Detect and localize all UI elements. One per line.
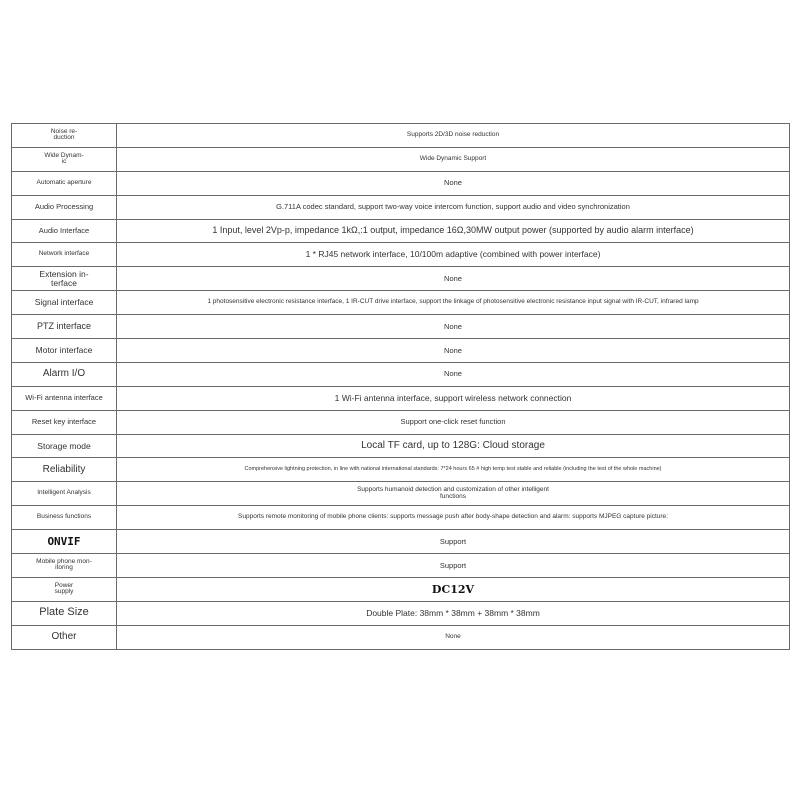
table-row — [12, 362, 790, 386]
row-label: Other — [12, 625, 117, 649]
table-row — [12, 124, 790, 148]
row-label: Wi-Fi antenna interface — [12, 386, 117, 410]
row-value: 1 Input, level 2Vp-p, impedance 1kΩ,:1 output, impedance 16Ω,30MW output power (supported by audio alarm interface) — [117, 219, 790, 243]
table-row — [12, 243, 790, 267]
table-row — [12, 530, 790, 554]
table-row — [12, 482, 790, 506]
table-row — [12, 434, 790, 458]
row-value: Supports remote monitoring of mobile phone clients: supports message push after body-shape detection and alarm: supports MJPEG capture picture: — [117, 506, 790, 530]
row-value: 1 photosensitive electronic resistance interface, 1 IR-CUT drive interface, support the linkage of photosensitive electronic resistance input signal with IR-CUT, infrared lamp — [117, 291, 790, 315]
table-row — [12, 554, 790, 578]
table-row — [12, 506, 790, 530]
table-row — [12, 386, 790, 410]
row-value: Double Plate: 38mm * 38mm + 38mm * 38mm — [117, 601, 790, 625]
row-label: Audio Interface — [12, 219, 117, 243]
table-row — [12, 195, 790, 219]
row-label: Intelligent Analysis — [12, 482, 117, 506]
row-value: 1 Wi-Fi antenna interface, support wireless network connection — [117, 386, 790, 410]
row-value: 1 * RJ45 network interface, 10/100m adaptive (combined with power interface) — [117, 243, 790, 267]
row-value: Support — [117, 530, 790, 554]
row-value: Comprehensive lightning protection, in line with national international standards: 7*24 hours 65 # high temp test stable and reliable (including the test of the whole machine) — [117, 458, 790, 482]
row-label: Storage mode — [12, 434, 117, 458]
table-row — [12, 410, 790, 434]
row-value: Support — [117, 554, 790, 578]
table-row — [12, 267, 790, 291]
row-label: Automatic aperture — [12, 171, 117, 195]
row-label: Wide Dynam- ic — [12, 147, 117, 171]
row-label: Alarm I/O — [12, 362, 117, 386]
table-row — [12, 601, 790, 625]
table-row — [12, 147, 790, 171]
row-label: Plate Size — [12, 601, 117, 625]
row-value: None — [117, 339, 790, 363]
row-label: Network interface — [12, 243, 117, 267]
row-value: None — [117, 625, 790, 649]
table-row — [12, 219, 790, 243]
table-row — [12, 171, 790, 195]
row-value: None — [117, 362, 790, 386]
table-row — [12, 291, 790, 315]
row-value: None — [117, 315, 790, 339]
row-label: Business functions — [12, 506, 117, 530]
row-label: Signal interface — [12, 291, 117, 315]
table-row — [12, 315, 790, 339]
row-label: ONVIF — [12, 530, 117, 554]
row-label: PTZ interface — [12, 315, 117, 339]
row-value: Wide Dynamic Support — [117, 147, 790, 171]
row-value: Supports humanoid detection and customization of other intelligent functions — [117, 482, 790, 506]
row-value: None — [117, 171, 790, 195]
row-label: Extension in- terface — [12, 267, 117, 291]
row-label: Audio Processing — [12, 195, 117, 219]
row-value: Support one-click reset function — [117, 410, 790, 434]
row-value: Supports 2D/3D noise reduction — [117, 124, 790, 148]
spec-table — [11, 123, 790, 650]
row-value: G.711A codec standard, support two-way voice intercom function, support audio and video synchronization — [117, 195, 790, 219]
table-row — [12, 625, 790, 649]
row-label: Reset key interface — [12, 410, 117, 434]
table-row — [12, 577, 790, 601]
row-value: None — [117, 267, 790, 291]
row-label: Noise re- duction — [12, 124, 117, 148]
row-label: Mobile phone mon- itoring — [12, 554, 117, 578]
row-label: Power supply — [12, 577, 117, 601]
table-row — [12, 339, 790, 363]
table-row — [12, 458, 790, 482]
row-value: Local TF card, up to 128G: Cloud storage — [117, 434, 790, 458]
row-label: Motor interface — [12, 339, 117, 363]
row-label: Reliability — [12, 458, 117, 482]
row-value: DC12V — [117, 577, 790, 601]
